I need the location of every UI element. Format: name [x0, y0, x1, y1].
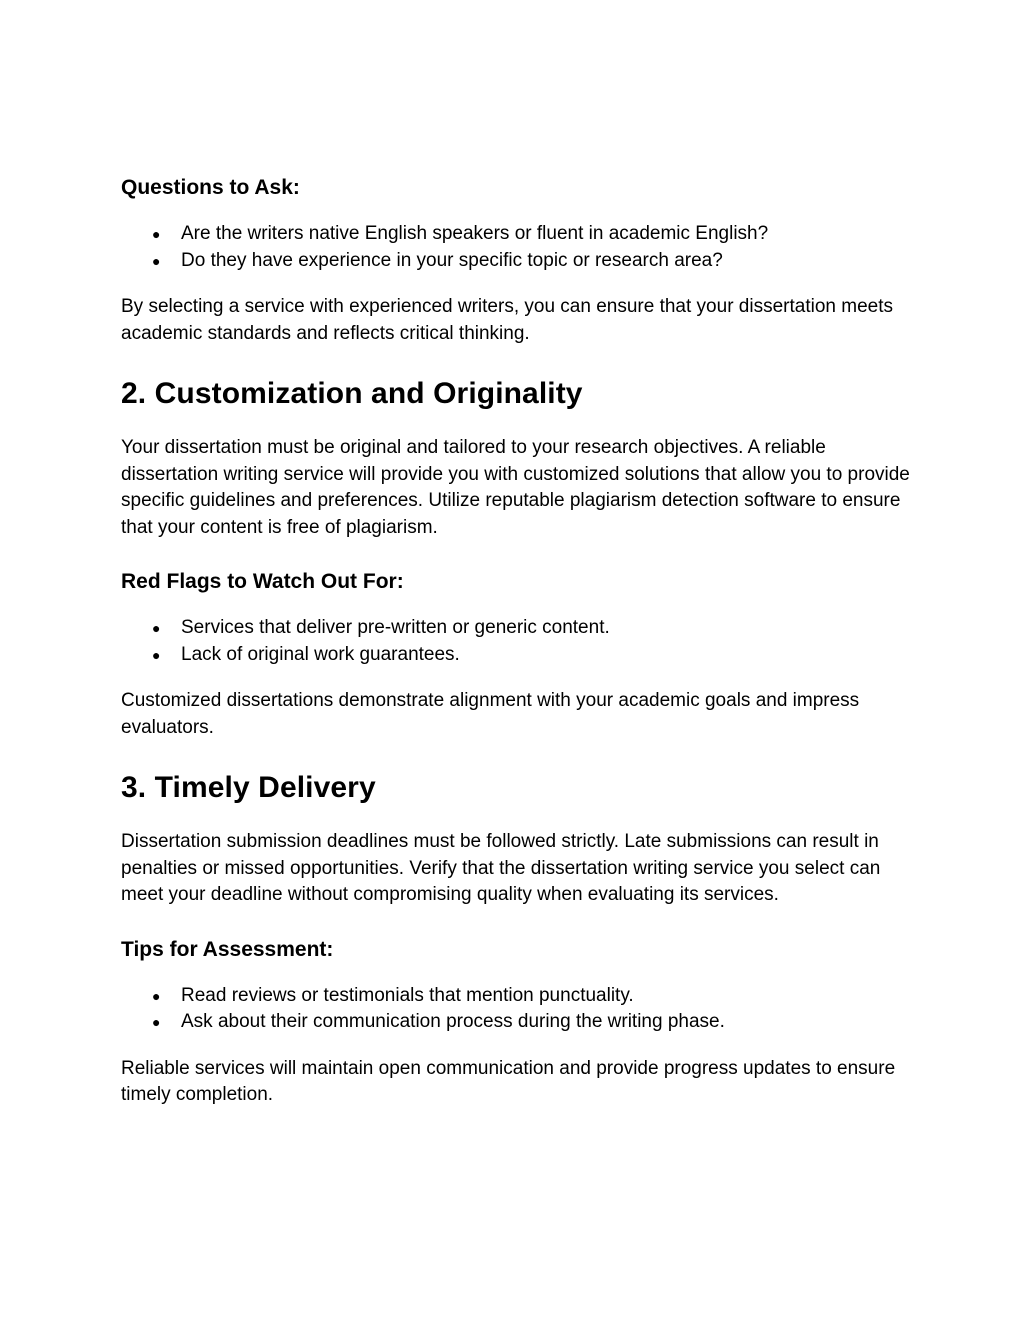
list-item: ● Do they have experience in your specific topic or research area?	[121, 248, 911, 275]
customization-paragraph: Your dissertation must be original and tailored to your research objectives. A reliable dissertation writing service will provide you with customized solutions that allow you to provide specific guidelines and preferences. Utilize reputable plagiarism detection software to ensure that your content is free of plagiarism.	[121, 437, 910, 538]
redflags-list	[121, 615, 911, 668]
questions-heading: Questions to Ask:	[121, 176, 300, 199]
list-item: ● Are the writers native English speakers or fluent in academic English?	[121, 221, 911, 248]
list-item: ● Lack of original work guarantees.	[121, 642, 911, 669]
redflags-paragraph: Customized dissertations demonstrate alignment with your academic goals and impress evaluators.	[121, 690, 860, 738]
tips-paragraph: Reliable services will maintain open communication and provide progress updates to ensure timely completion.	[121, 1057, 896, 1105]
list-item: ● Read reviews or testimonials that mention punctuality.	[121, 983, 911, 1010]
bullet-icon: ●	[152, 646, 161, 663]
document-page	[121, 171, 911, 1109]
bullet-icon: ●	[152, 987, 161, 1004]
questions-paragraph: By selecting a service with experienced writers, you can ensure that your dissertation meets academic standards and reflects critical thinking.	[121, 296, 893, 344]
bullet-icon: ●	[152, 1014, 161, 1030]
section-heading-delivery: 3. Timely Delivery	[121, 771, 376, 804]
bullet-icon: ●	[152, 620, 161, 636]
redflags-heading: Red Flags to Watch Out For:	[121, 570, 404, 593]
tips-heading: Tips for Assessment:	[121, 937, 334, 961]
list-item: ● Services that deliver pre-written or generic content.	[121, 615, 911, 642]
bullet-icon: ●	[152, 252, 161, 269]
questions-list	[121, 221, 911, 274]
delivery-paragraph: Dissertation submission deadlines must be followed strictly. Late submissions can result in penalties or missed opportunities. Verify that the dissertation writing service you select can meet your deadline without compromising quality when evaluating its services.	[121, 831, 881, 905]
section-heading-customization: 2. Customization and Originality	[121, 377, 583, 410]
list-item: ● Ask about their communication process during the writing phase.	[121, 1009, 911, 1036]
bullet-icon: ●	[152, 226, 161, 242]
tips-list	[121, 983, 911, 1036]
